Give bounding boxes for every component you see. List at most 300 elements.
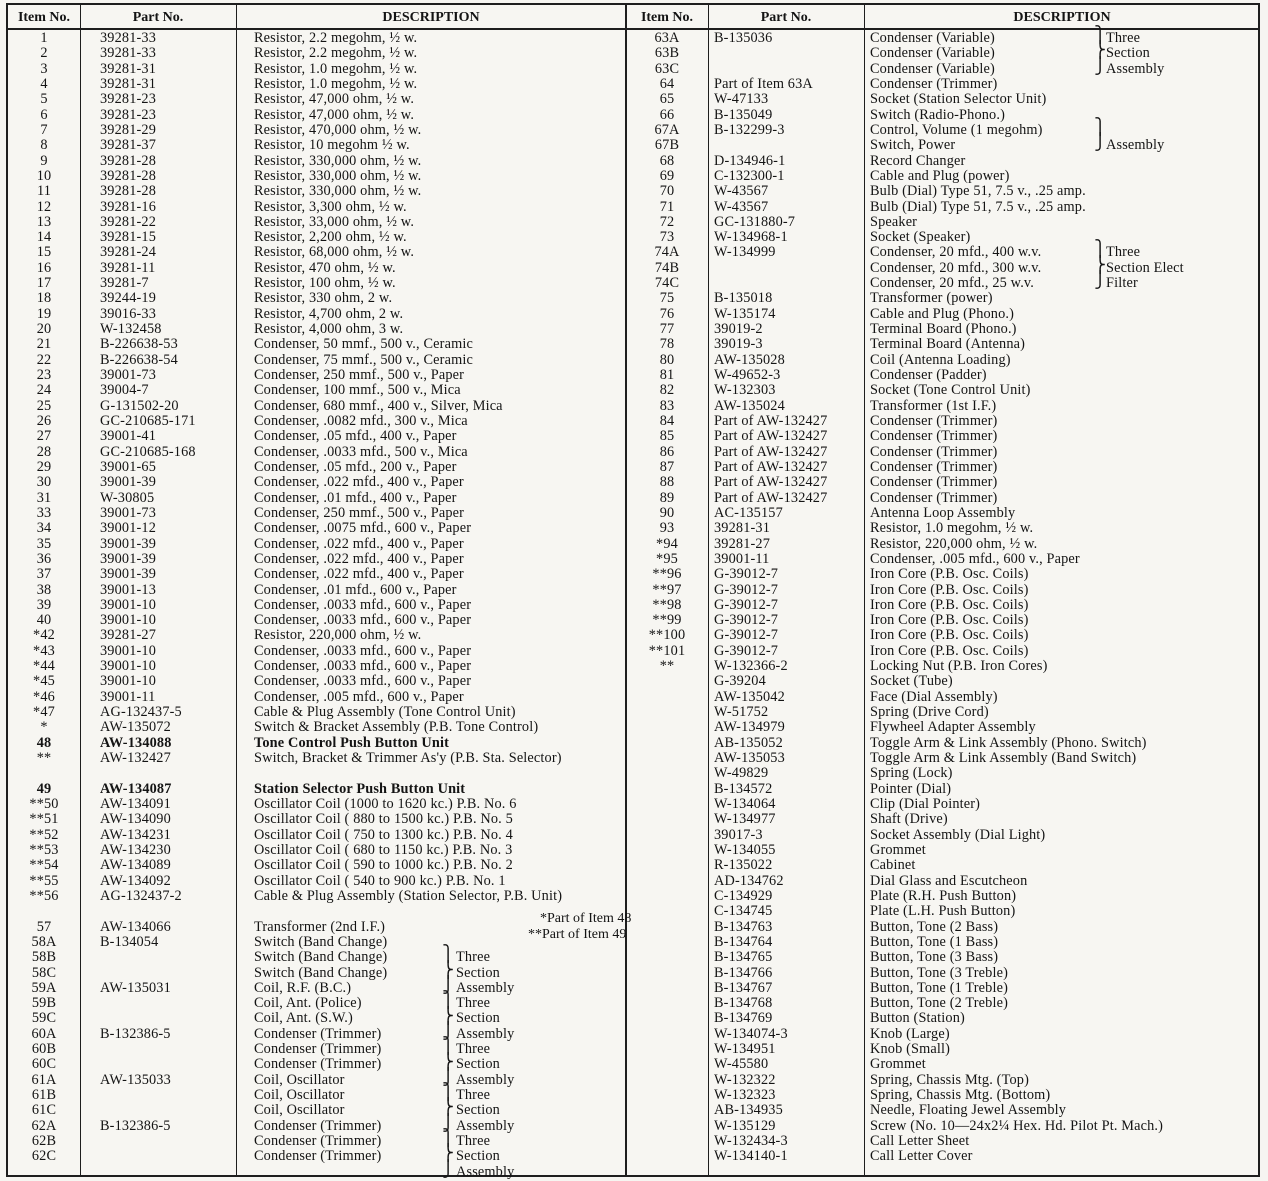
table-cell-desc: Pointer (Dial) <box>870 780 952 797</box>
table-cell-desc: Switch (Band Change) <box>254 949 388 966</box>
table-cell-desc: Grommet <box>870 841 926 858</box>
table-cell-part: AW-134979 <box>714 719 785 736</box>
group-brace: ⎫ ⎬ ⎭ <box>442 1084 455 1132</box>
footnote-part-of-item-49: **Part of Item 49 <box>528 927 627 942</box>
table-cell-item: 61B <box>31 1087 57 1104</box>
table-cell-part: 39001-10 <box>100 642 156 659</box>
table-cell-item: ** <box>36 750 52 767</box>
table-cell-part: W-132303 <box>714 382 776 399</box>
table-cell-desc: Cable and Plug (Phono.) <box>870 305 1015 322</box>
table-cell-part: Part of AW-132427 <box>714 413 828 429</box>
group-label: Assembly <box>456 1163 515 1180</box>
group-label: Three <box>1106 30 1141 46</box>
table-cell-part: D-134946-1 <box>714 152 786 169</box>
table-cell-desc: Plate (L.H. Push Button) <box>870 903 1016 920</box>
table-cell-part: 39281-7 <box>100 275 149 292</box>
table-cell-item: 23 <box>36 367 52 384</box>
table-cell-part: B-132386-5 <box>100 1117 171 1134</box>
table-cell-desc: Condenser, .05 mfd., 400 v., Paper <box>254 428 457 445</box>
table-cell-desc: Condenser, 250 mmf., 500 v., Paper <box>254 504 465 521</box>
table-cell-part: B-134054 <box>100 933 159 950</box>
table-cell-part: Part of Item 63A <box>714 75 813 92</box>
table-cell-desc: Knob (Large) <box>870 1025 950 1042</box>
table-cell-item: 39 <box>36 596 52 613</box>
group-label: Assembly <box>456 979 515 996</box>
table-cell-item: 8 <box>40 137 48 154</box>
table-cell-desc: Socket (Station Selector Unit) <box>870 91 1047 108</box>
table-cell-item: 37 <box>36 566 52 583</box>
table-cell-part: B-134769 <box>714 1010 773 1027</box>
table-cell-desc: Condenser, .005 mfd., 600 v., Paper <box>870 550 1080 567</box>
table-cell-item: 85 <box>659 428 675 445</box>
table-cell-item: *46 <box>33 688 55 705</box>
table-cell-part: 39281-33 <box>100 30 156 46</box>
table-cell-item: *44 <box>33 658 55 675</box>
table-cell-part: 39001-11 <box>100 688 156 705</box>
table-cell-item: 83 <box>659 397 675 414</box>
table-cell-desc: Iron Core (P.B. Osc. Coils) <box>870 566 1029 583</box>
table-cell-desc: Condenser, 20 mfd., 400 w.v. <box>870 244 1042 261</box>
table-cell-desc: Bulb (Dial) Type 51, 7.5 v., .25 amp. <box>870 183 1086 200</box>
table-cell-desc: Resistor, 100 ohm, ½ w. <box>254 275 396 292</box>
table-cell-desc: Resistor, 2.2 megohm, ½ w. <box>254 30 418 46</box>
table-cell-part: AB-134935 <box>714 1102 783 1119</box>
table-cell-desc: Condenser (Trimmer) <box>254 1148 382 1165</box>
table-cell-item: 75 <box>659 290 675 307</box>
table-cell-desc: Transformer (1st I.F.) <box>870 397 997 414</box>
table-cell-part: R-135022 <box>714 857 773 874</box>
table-cell-item: 49 <box>36 780 52 797</box>
table-cell-part: 39001-39 <box>100 550 156 567</box>
table-cell-desc: Condenser, .0033 mfd., 500 v., Mica <box>254 443 468 460</box>
table-cell-desc: Coil, Oscillator <box>254 1102 345 1119</box>
table-cell-part: G-39012-7 <box>714 596 779 613</box>
group-label: Section <box>456 1148 500 1165</box>
table-cell-part: B-226638-53 <box>100 336 178 353</box>
column-divider <box>708 5 709 1175</box>
table-cell-part: W-134977 <box>714 811 776 828</box>
table-cell-desc: Resistor, 1.0 megohm, ½ w. <box>870 520 1034 537</box>
table-cell-item: 57 <box>36 918 52 935</box>
table-cell-part: GC-210685-168 <box>100 443 196 460</box>
table-cell-desc: Resistor, 4,700 ohm, 2 w. <box>254 305 404 322</box>
table-cell-part: W-132434-3 <box>714 1133 788 1150</box>
table-cell-item: *47 <box>33 704 55 721</box>
table-cell-part: 39001-10 <box>100 658 156 675</box>
table-cell-item: 13 <box>36 213 52 230</box>
column-divider <box>80 5 81 1175</box>
table-cell-item: 33 <box>36 504 52 521</box>
table-cell-part: AW-134091 <box>100 796 171 812</box>
group-label: Three <box>456 1087 491 1104</box>
table-cell-desc: Clip (Dial Pointer) <box>870 796 981 812</box>
table-cell-item: 71 <box>659 198 675 215</box>
table-cell-item: **55 <box>29 872 59 889</box>
table-cell-desc: Resistor, 68,000 ohm, ½ w. <box>254 244 415 261</box>
table-cell-part: W-30805 <box>100 489 155 506</box>
table-cell-item: **53 <box>29 841 59 858</box>
table-cell-part: B-132299-3 <box>714 121 785 138</box>
table-cell-desc: Condenser, .0033 mfd., 600 v., Paper <box>254 642 472 659</box>
table-cell-part: Part of AW-132427 <box>714 443 828 460</box>
table-cell-desc: Condenser, .0075 mfd., 600 v., Paper <box>254 520 472 537</box>
table-cell-part: AC-135157 <box>714 504 783 521</box>
table-cell-part: B-134765 <box>714 949 773 966</box>
table-cell-item: 18 <box>36 290 52 307</box>
table-cell-desc: Resistor, 10 megohm ½ w. <box>254 137 410 154</box>
table-cell-part: C-134929 <box>714 887 773 904</box>
table-cell-part: B-134767 <box>714 979 773 996</box>
center-divider <box>625 5 627 1175</box>
table-cell-part: W-51752 <box>714 704 769 721</box>
table-cell-desc: Condenser, 680 mmf., 400 v., Silver, Mica <box>254 397 503 414</box>
header-description-left: DESCRIPTION <box>236 5 626 30</box>
table-cell-desc: Iron Core (P.B. Osc. Coils) <box>870 596 1029 613</box>
table-cell-part: G-39012-7 <box>714 642 779 659</box>
table-cell-part: W-43567 <box>714 198 769 215</box>
table-cell-part: 39001-73 <box>100 367 156 384</box>
table-cell-item: *94 <box>656 535 678 552</box>
table-cell-item: 82 <box>659 382 675 399</box>
table-cell-item: 60A <box>31 1025 57 1042</box>
table-cell-item: 84 <box>659 413 675 429</box>
table-cell-desc: Oscillator Coil ( 540 to 900 kc.) P.B. No. 1 <box>254 872 506 889</box>
table-cell-item: 60B <box>31 1041 57 1058</box>
table-cell-part: GC-131880-7 <box>714 213 796 230</box>
table-cell-desc: Condenser, .022 mfd., 400 v., Paper <box>254 566 464 583</box>
table-cell-item: *42 <box>33 627 55 644</box>
group-label: Section <box>456 964 500 981</box>
table-cell-part: 39281-27 <box>714 535 770 552</box>
table-cell-desc: Resistor, 2.2 megohm, ½ w. <box>254 45 418 62</box>
table-cell-item: 88 <box>659 474 675 491</box>
table-cell-part: W-43567 <box>714 183 769 200</box>
group-label: Assembly <box>1106 137 1165 154</box>
table-cell-desc: Condenser, .05 mfd., 200 v., Paper <box>254 458 457 475</box>
table-cell-desc: Terminal Board (Phono.) <box>870 321 1017 338</box>
table-cell-item: 77 <box>659 321 675 338</box>
table-cell-part: C-132300-1 <box>714 167 785 184</box>
table-cell-item: 10 <box>36 167 52 184</box>
table-cell-desc: Condenser (Variable) <box>870 30 995 46</box>
table-cell-item: 22 <box>36 351 52 368</box>
table-cell-item: * <box>40 719 48 736</box>
table-cell-part: W-134074-3 <box>714 1025 788 1042</box>
table-cell-part: Part of AW-132427 <box>714 428 828 445</box>
table-cell-item: 4 <box>40 75 48 92</box>
group-label: Section <box>456 1102 500 1119</box>
table-cell-part: W-132323 <box>714 1087 776 1104</box>
table-cell-item: 60C <box>31 1056 57 1073</box>
table-cell-part: 39016-33 <box>100 305 156 322</box>
table-cell-desc: Resistor, 220,000 ohm, ½ w. <box>870 535 1038 552</box>
table-cell-desc: Condenser (Trimmer) <box>870 75 998 92</box>
table-cell-desc: Condenser (Trimmer) <box>870 458 998 475</box>
table-cell-desc: Resistor, 330,000 ohm, ½ w. <box>254 183 422 200</box>
table-cell-item: 59C <box>31 1010 57 1027</box>
table-cell-desc: Condenser, 250 mmf., 500 v., Paper <box>254 367 465 384</box>
table-cell-item: 9 <box>40 152 48 169</box>
table-cell-item: 62A <box>31 1117 57 1134</box>
table-cell-part: 39281-33 <box>100 45 156 62</box>
table-cell-item: 63C <box>654 60 680 77</box>
header-description-right: DESCRIPTION <box>864 5 1260 30</box>
table-cell-desc: Resistor, 3,300 ohm, ½ w. <box>254 198 407 215</box>
group-label: Section <box>456 1010 500 1027</box>
table-cell-item: 15 <box>36 244 52 261</box>
table-cell-part: AW-134087 <box>100 780 172 797</box>
table-cell-item: **50 <box>29 796 59 812</box>
table-cell-part: 39281-28 <box>100 167 156 184</box>
table-cell-desc: Call Letter Cover <box>870 1148 973 1165</box>
table-cell-part: W-132322 <box>714 1071 776 1088</box>
table-cell-desc: Socket Assembly (Dial Light) <box>870 826 1046 843</box>
table-cell-item: 17 <box>36 275 52 292</box>
table-cell-item: 58C <box>31 964 57 981</box>
table-cell-part: 39281-11 <box>100 259 156 276</box>
table-cell-part: Part of AW-132427 <box>714 458 828 475</box>
table-cell-desc: Condenser, .0033 mfd., 600 v., Paper <box>254 658 472 675</box>
table-cell-desc: Switch (Radio-Phono.) <box>870 106 1005 123</box>
table-cell-item: 26 <box>36 413 52 429</box>
table-cell-desc: Cable & Plug Assembly (Tone Control Unit) <box>254 704 516 721</box>
table-cell-part: W-134968-1 <box>714 229 788 246</box>
table-cell-part: 39017-3 <box>714 826 763 843</box>
table-cell-desc: Control, Volume (1 megohm) <box>870 121 1043 138</box>
table-cell-desc: Resistor, 330,000 ohm, ½ w. <box>254 167 422 184</box>
table-cell-part: B-134766 <box>714 964 773 981</box>
table-cell-part: AW-134088 <box>100 734 172 751</box>
table-cell-part: B-135018 <box>714 290 773 307</box>
table-cell-desc: Resistor, 47,000 ohm, ½ w. <box>254 106 415 123</box>
table-cell-desc: Plate (R.H. Push Button) <box>870 887 1017 904</box>
table-cell-part: 39001-65 <box>100 458 156 475</box>
table-cell-item: 90 <box>659 504 675 521</box>
table-cell-part: 39281-31 <box>714 520 770 537</box>
table-cell-part: AW-134092 <box>100 872 171 889</box>
group-label: Assembly <box>456 1025 515 1042</box>
table-cell-item: ** <box>659 658 675 675</box>
table-cell-part: AB-135052 <box>714 734 783 751</box>
table-cell-desc: Iron Core (P.B. Osc. Coils) <box>870 642 1029 659</box>
table-cell-part: 39281-24 <box>100 244 156 261</box>
group-label: Three <box>456 1133 491 1150</box>
table-cell-desc: Record Changer <box>870 152 966 169</box>
table-cell-desc: Condenser (Trimmer) <box>870 413 998 429</box>
table-cell-item: 72 <box>659 213 675 230</box>
table-cell-desc: Condenser (Trimmer) <box>254 1056 382 1073</box>
table-cell-part: B-135036 <box>714 30 773 46</box>
group-brace: ⎫ ⎬ ⎭ <box>442 1038 455 1086</box>
table-cell-item: 5 <box>40 91 48 108</box>
footnote-part-of-item-48: *Part of Item 48 <box>540 911 632 926</box>
table-cell-part: AW-135024 <box>714 397 785 414</box>
table-cell-part: C-134745 <box>714 903 773 920</box>
table-cell-item: 36 <box>36 550 52 567</box>
table-cell-part: AW-135031 <box>100 979 171 996</box>
table-cell-item: 62C <box>31 1148 57 1165</box>
table-cell-desc: Button, Tone (3 Bass) <box>870 949 999 966</box>
table-cell-part: W-134140-1 <box>714 1148 788 1165</box>
table-cell-desc: Oscillator Coil ( 880 to 1500 kc.) P.B. No. 5 <box>254 811 513 828</box>
table-cell-desc: Condenser, 20 mfd., 300 w.v. <box>870 259 1042 276</box>
table-cell-part: AW-134066 <box>100 918 171 935</box>
table-cell-desc: Oscillator Coil ( 680 to 1150 kc.) P.B. No. 3 <box>254 841 513 858</box>
group-brace: ⎫ ⎬ ⎭ <box>442 946 455 994</box>
table-cell-desc: Call Letter Sheet <box>870 1133 970 1150</box>
table-cell-item: 89 <box>659 489 675 506</box>
table-cell-desc: Station Selector Push Button Unit <box>254 780 466 797</box>
table-cell-desc: Button, Tone (2 Treble) <box>870 995 1009 1012</box>
table-cell-item: 69 <box>659 167 675 184</box>
table-cell-desc: Condenser (Trimmer) <box>254 1041 382 1058</box>
group-label: Three <box>456 949 491 966</box>
table-cell-desc: Coil (Antenna Loading) <box>870 351 1011 368</box>
table-cell-desc: Toggle Arm & Link Assembly (Phono. Switch) <box>870 734 1147 751</box>
group-brace: ⎫ ⎬ ⎭ <box>442 1130 455 1178</box>
table-cell-desc: Condenser (Padder) <box>870 367 987 384</box>
table-cell-part: 39004-7 <box>100 382 149 399</box>
table-cell-part: AW-135072 <box>100 719 171 736</box>
table-cell-item: 67B <box>654 137 680 154</box>
table-cell-part: AW-134089 <box>100 857 171 874</box>
table-cell-desc: Condenser, .0033 mfd., 600 v., Paper <box>254 612 472 629</box>
table-cell-desc: Condenser, 75 mmf., 500 v., Ceramic <box>254 351 473 368</box>
table-cell-part: G-39204 <box>714 673 766 690</box>
table-cell-item: 80 <box>659 351 675 368</box>
table-cell-desc: Transformer (2nd I.F.) <box>254 918 386 935</box>
table-cell-item: 2 <box>40 45 48 62</box>
table-cell-item: 48 <box>36 734 52 751</box>
table-cell-item: 12 <box>36 198 52 215</box>
table-cell-desc: Oscillator Coil ( 590 to 1000 kc.) P.B. No. 2 <box>254 857 513 874</box>
table-cell-item: 40 <box>36 612 52 629</box>
table-cell-desc: Condenser (Variable) <box>870 60 995 77</box>
parts-list-sheet <box>6 3 1260 1180</box>
table-cell-desc: Condenser, .022 mfd., 400 v., Paper <box>254 474 464 491</box>
table-cell-part: 39281-37 <box>100 137 156 154</box>
table-cell-item: 31 <box>36 489 52 506</box>
group-label: Section <box>1106 45 1150 62</box>
table-cell-part: 39281-16 <box>100 198 156 215</box>
table-cell-item: 3 <box>40 60 48 77</box>
table-cell-part: 39281-15 <box>100 229 156 246</box>
table-cell-item: 76 <box>659 305 675 322</box>
table-cell-item: 19 <box>36 305 52 322</box>
table-cell-desc: Condenser (Trimmer) <box>870 474 998 491</box>
table-cell-part: G-39012-7 <box>714 612 779 629</box>
table-cell-desc: Iron Core (P.B. Osc. Coils) <box>870 612 1029 629</box>
table-cell-desc: Condenser (Trimmer) <box>870 443 998 460</box>
table-cell-item: 7 <box>40 121 48 138</box>
table-cell-item: 21 <box>36 336 52 353</box>
table-cell-part: 39001-12 <box>100 520 156 537</box>
table-cell-desc: Condenser, .01 mfd., 600 v., Paper <box>254 581 457 598</box>
table-cell-desc: Resistor, 4,000 ohm, 3 w. <box>254 321 404 338</box>
table-cell-item: 93 <box>659 520 675 537</box>
table-cell-part: AD-134762 <box>714 872 784 889</box>
table-cell-item: 78 <box>659 336 675 353</box>
column-divider <box>236 5 237 1175</box>
group-brace: ⎫ ⎬ ⎭ <box>1094 241 1107 290</box>
table-cell-desc: Socket (Speaker) <box>870 229 971 246</box>
table-cell-desc: Switch, Bracket & Trimmer As'y (P.B. Sta. Selector) <box>254 750 562 767</box>
table-cell-desc: Coil, Ant. (S.W.) <box>254 1010 353 1027</box>
table-cell-desc: Resistor, 470,000 ohm, ½ w. <box>254 121 422 138</box>
table-cell-desc: Dial Glass and Escutcheon <box>870 872 1028 889</box>
table-cell-part: W-49829 <box>714 765 769 782</box>
table-cell-part: AW-135028 <box>714 351 785 368</box>
table-cell-part: W-135174 <box>714 305 776 322</box>
table-cell-desc: Oscillator Coil (1000 to 1620 kc.) P.B. No. 6 <box>254 796 517 812</box>
group-label: Assembly <box>456 1117 515 1134</box>
table-cell-part: AG-132437-2 <box>100 887 182 904</box>
table-cell-item: **96 <box>652 566 682 583</box>
table-cell-item: **97 <box>652 581 682 598</box>
table-cell-part: 39281-23 <box>100 91 156 108</box>
table-cell-item: 74B <box>654 259 680 276</box>
table-cell-part: 39244-19 <box>100 290 156 307</box>
table-cell-item: 64 <box>659 75 675 92</box>
table-cell-desc: Condenser, .0082 mfd., 300 v., Mica <box>254 413 468 429</box>
table-cell-desc: Resistor, 470 ohm, ½ w. <box>254 259 396 276</box>
table-cell-desc: Knob (Small) <box>870 1041 951 1058</box>
table-cell-desc: Face (Dial Assembly) <box>870 688 998 705</box>
table-cell-part: 39001-10 <box>100 612 156 629</box>
header-item-no-right: Item No. <box>626 5 708 30</box>
table-cell-item: 59B <box>31 995 57 1012</box>
table-cell-desc: Resistor, 1.0 megohm, ½ w. <box>254 60 418 77</box>
table-cell-part: B-226638-54 <box>100 351 178 368</box>
table-cell-part: B-134763 <box>714 918 773 935</box>
table-cell-desc: Iron Core (P.B. Osc. Coils) <box>870 627 1029 644</box>
header-part-no-right: Part No. <box>708 5 864 30</box>
table-cell-desc: Condenser, 50 mmf., 500 v., Ceramic <box>254 336 473 353</box>
table-cell-item: 62B <box>31 1133 57 1150</box>
table-cell-desc: Terminal Board (Antenna) <box>870 336 1026 353</box>
table-cell-part: GC-210685-171 <box>100 413 196 429</box>
table-cell-part: 39281-29 <box>100 121 156 138</box>
table-cell-part: AW-135053 <box>714 750 785 767</box>
table-cell-part: 39019-2 <box>714 321 763 338</box>
group-label: Assembly <box>456 1071 515 1088</box>
group-label: Section Elect <box>1106 259 1184 276</box>
table-cell-desc: Condenser, .0033 mfd., 600 v., Paper <box>254 596 472 613</box>
header-item-no-left: Item No. <box>8 5 80 30</box>
table-cell-part: 39001-10 <box>100 673 156 690</box>
table-cell-item: 65 <box>659 91 675 108</box>
table-cell-desc: Button, Tone (3 Treble) <box>870 964 1009 981</box>
table-cell-part: AW-134231 <box>100 826 171 843</box>
table-cell-desc: Condenser (Trimmer) <box>870 428 998 445</box>
table-cell-part: B-132386-5 <box>100 1025 171 1042</box>
table-cell-part: AW-135033 <box>100 1071 171 1088</box>
table-cell-desc: Condenser, .0033 mfd., 600 v., Paper <box>254 673 472 690</box>
table-cell-part: W-132458 <box>100 321 162 338</box>
table-cell-item: 63B <box>654 45 680 62</box>
table-cell-desc: Transformer (power) <box>870 290 993 307</box>
table-cell-item: **51 <box>29 811 59 828</box>
table-cell-item: 35 <box>36 535 52 552</box>
table-cell-desc: Screw (No. 10—24x2¼ Hex. Hd. Pilot Pt. Mach.) <box>870 1117 1164 1134</box>
table-cell-desc: Condenser (Trimmer) <box>254 1025 382 1042</box>
column-divider <box>864 5 865 1175</box>
table-cell-desc: Locking Nut (P.B. Iron Cores) <box>870 658 1048 675</box>
table-cell-desc: Condenser, 100 mmf., 500 v., Mica <box>254 382 461 399</box>
table-cell-desc: Resistor, 220,000 ohm, ½ w. <box>254 627 422 644</box>
table-cell-desc: Coil, Oscillator <box>254 1071 345 1088</box>
table-cell-item: 68 <box>659 152 675 169</box>
